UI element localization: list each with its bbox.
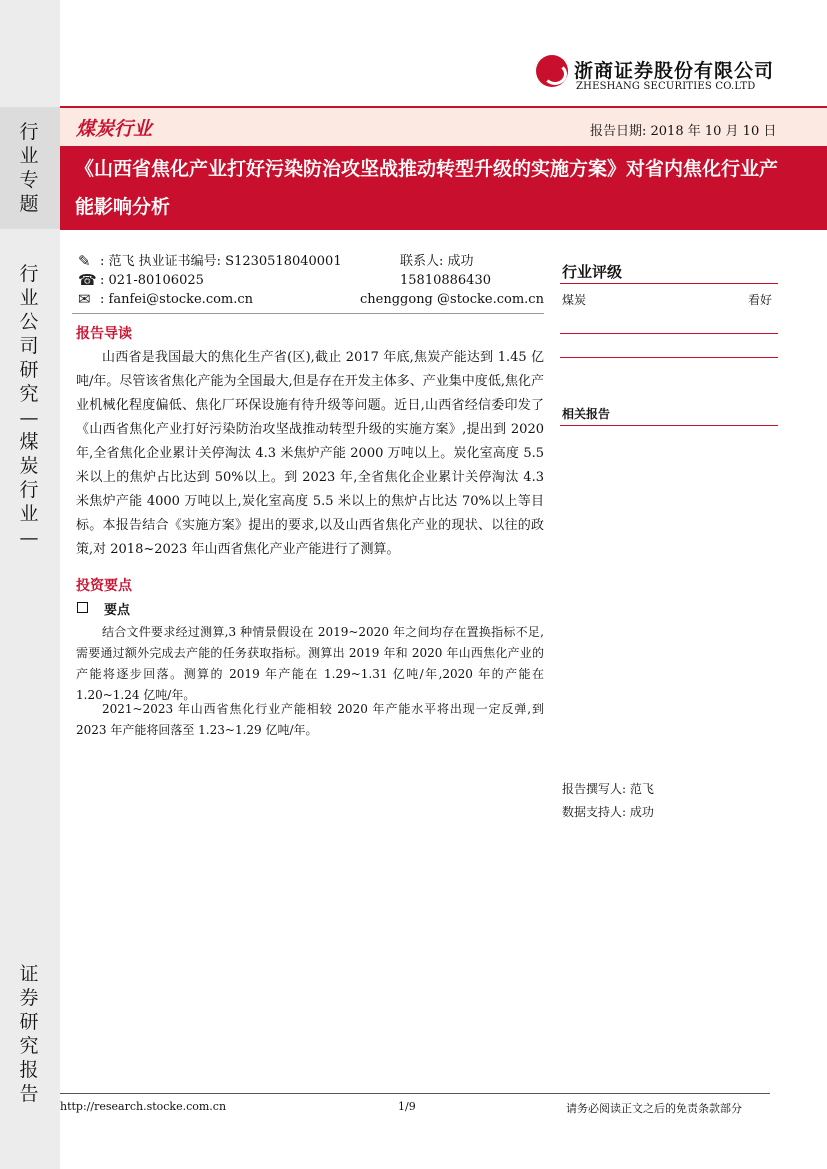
footer-url[interactable]: http://research.stocke.com.cn — [60, 1100, 227, 1113]
rating-divider — [560, 283, 778, 284]
footer-divider — [60, 1093, 770, 1094]
related-divider — [560, 425, 778, 426]
disclaimer-note: 请务必阅读正文之后的免责条款部分 — [566, 1102, 742, 1115]
analyst-line: : 范飞 执业证书编号: S1230518040001 — [100, 254, 342, 269]
mail-icon: ✉ — [78, 290, 91, 308]
data-support: 数据支持人: 成功 — [562, 805, 654, 819]
report-date: 报告日期: 2018 年 10 月 10 日 — [590, 124, 777, 139]
rating-divider — [560, 333, 778, 334]
industry-label: 煤炭行业 — [76, 118, 153, 140]
rating-divider — [560, 357, 778, 358]
guide-paragraph: 山西省是我国最大的焦化生产省(区),截止 2017 年底,焦炭产能达到 1.45 亿吨/年。尽管该省焦化产能为全国最大,但是存在开发主体多、产业集中度低,焦化产业机械化程度偏低、焦化厂环保设施有待升级等问题。近日,山西省经信委印发了《山西省焦化产业打好污染防治攻坚战推动转型升级的实施方案》,提出到 2020 年,全省焦化企业累计关停淘汰 4.3 米焦炉产能 2000 万吨以上。炭化室高度 5.5 米以上的焦炉占比达到 50%以上。到 2023 年,全省焦化企业累计关停淘汰 4.3 米焦炉产能 4000 万吨以上,炭化室高度 5.5 米以上的焦炉占比达 70%以上等目标。本报告结合《实施方案》提出的要求,以及山西省焦化产业的现状、以往的政策,对 2018~2023 年山西省焦化产业产能进行了测算。 — [76, 350, 544, 557]
sidebar-label-bottom: 证券研究报告 — [19, 963, 39, 1105]
analyst-phone: : 021-80106025 — [100, 273, 204, 288]
rating-heading: 行业评级 — [562, 263, 623, 281]
rating-sector: 煤炭 — [562, 293, 587, 307]
contact-email[interactable]: chenggong @stocke.com.cn — [360, 292, 544, 307]
rating-value: 看好 — [748, 293, 773, 307]
phone-icon: ☎ — [78, 271, 97, 289]
sidebar-label-mid: 行业公司研究—煤炭行业— — [19, 263, 39, 549]
checkbox-bullet-icon — [77, 602, 88, 613]
page-number: 1/9 — [398, 1100, 416, 1113]
sidebar-label-top: 行业专题 — [19, 121, 39, 215]
zheshang-logo-icon — [536, 55, 568, 87]
related-reports-heading: 相关报告 — [562, 407, 611, 421]
company-name-cn: 浙商证券股份有限公司 — [574, 60, 775, 82]
contact-phone: 15810886430 — [400, 273, 491, 288]
investment-heading: 投资要点 — [76, 578, 132, 594]
analyst-email[interactable]: : fanfei@stocke.com.cn — [100, 292, 254, 307]
report-title: 《山西省焦化产业打好污染防治攻坚战推动转型升级的实施方案》对省内焦化行业产能影响分析 — [75, 158, 779, 218]
pen-icon: ✎ — [78, 252, 91, 270]
contact-divider — [72, 313, 544, 314]
key-points-heading: 要点 — [104, 603, 131, 618]
contact-person: 联系人: 成功 — [400, 254, 474, 269]
report-writer: 报告撰写人: 范飞 — [562, 782, 654, 796]
key-point-paragraph-1: 结合文件要求经过测算,3 种情景假设在 2019~2020 年之间均存在置换指标不足,需要通过额外完成去产能的任务获取指标。测算出 2019 年和 2020 年山西焦化产业的产能将逐步回落。测算的 2019 年产能在 1.29~1.31 亿吨/年,2020 年的产能在 1.20~1.24 亿吨/年。 — [76, 625, 544, 702]
guide-heading: 报告导读 — [76, 326, 132, 342]
company-name-en: ZHESHANG SECURITIES CO.LTD — [576, 81, 756, 92]
key-point-paragraph-2: 2021~2023 年山西省焦化行业产能相较 2020 年产能水平将出现一定反弹,到 2023 年产能将回落至 1.23~1.29 亿吨/年。 — [76, 702, 544, 737]
